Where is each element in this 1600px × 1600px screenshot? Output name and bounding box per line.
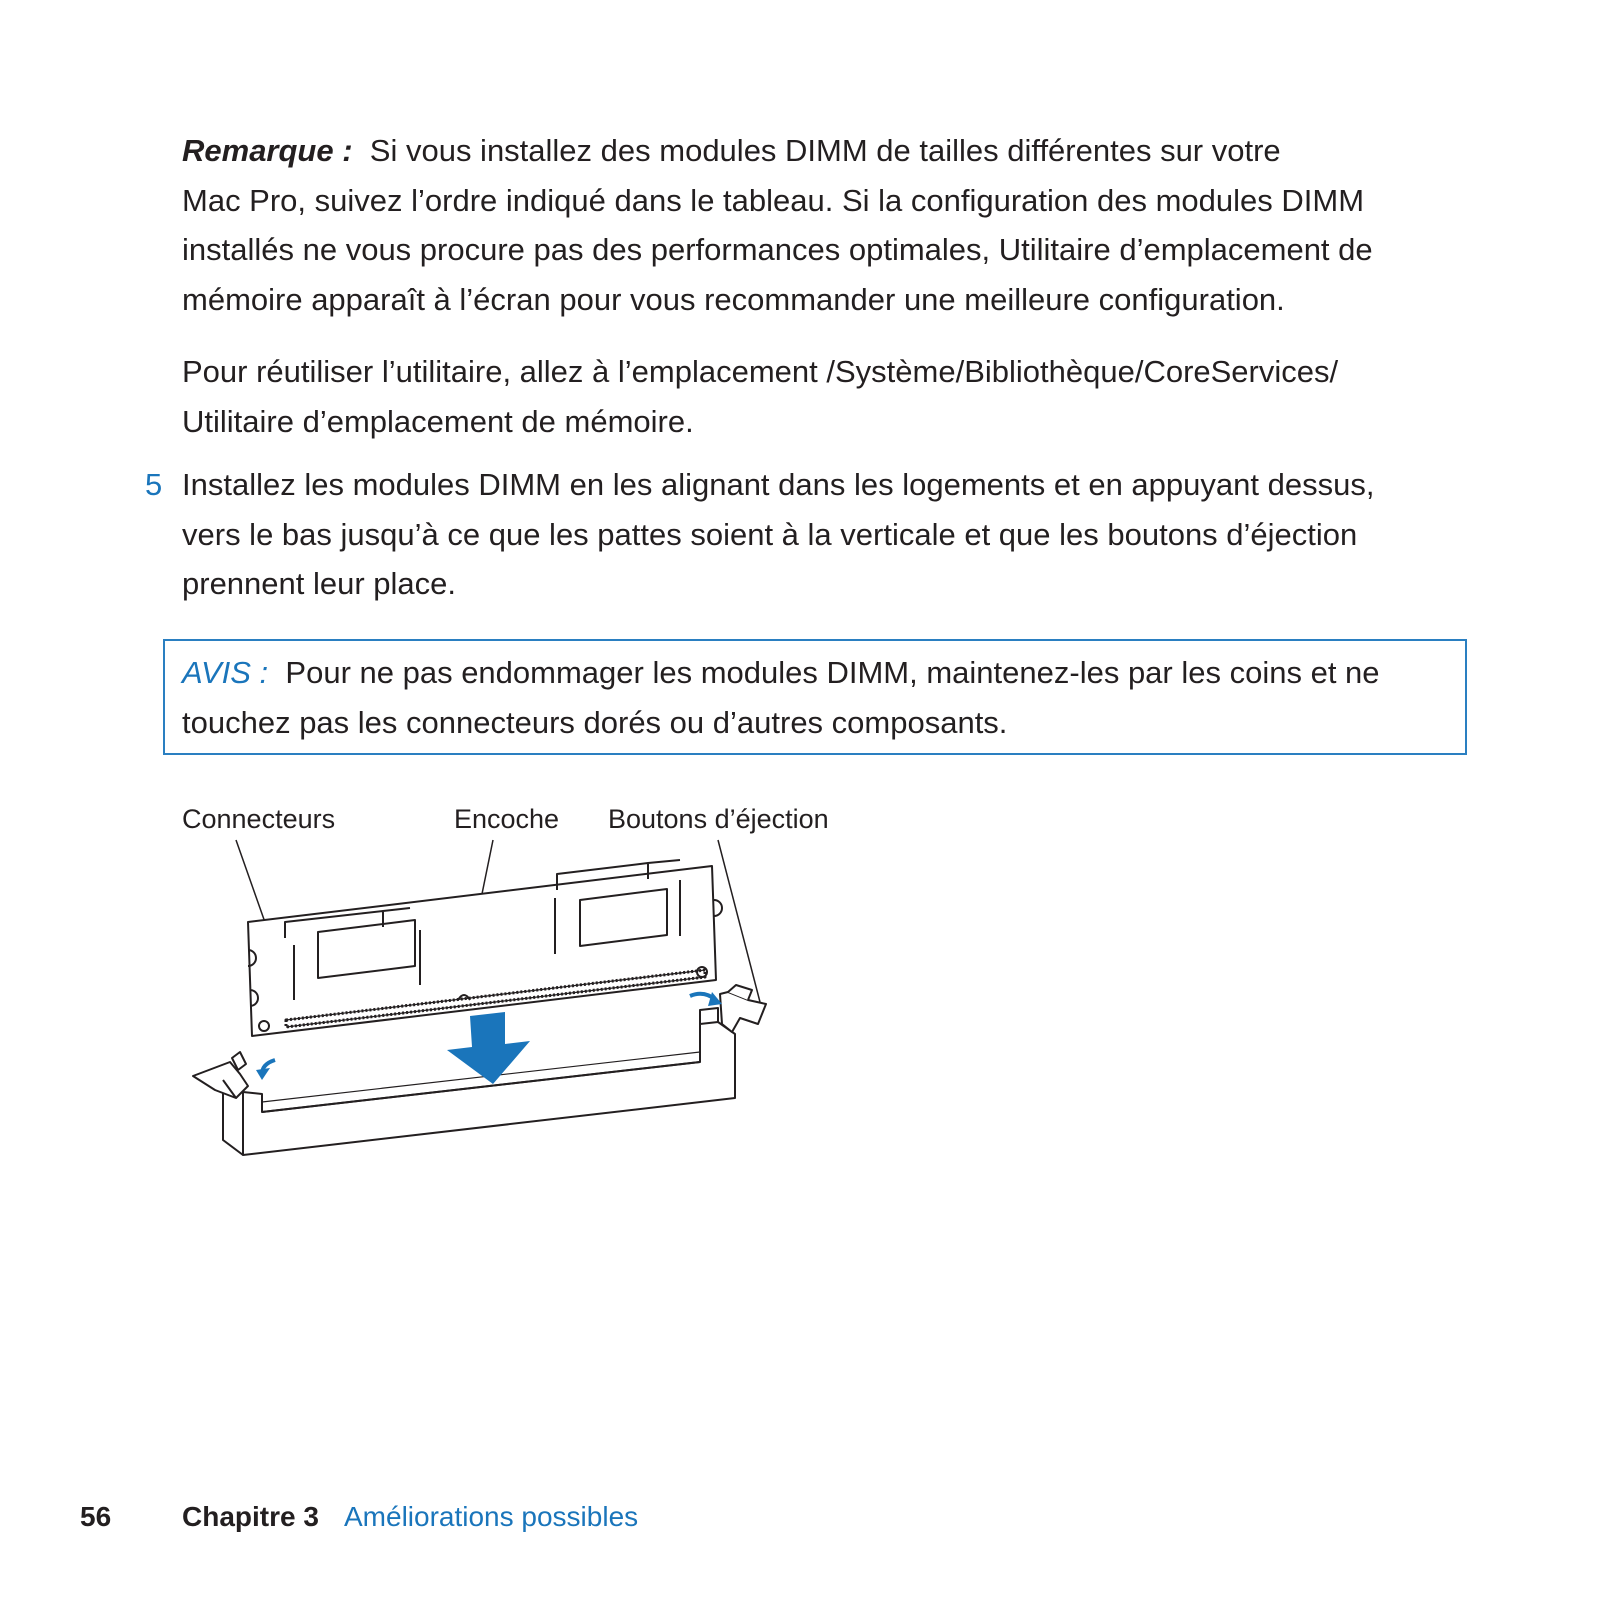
callout-notch: Encoche [454,804,560,834]
reuse-line-2: Utilitaire d’emplacement de mémoire. [182,403,694,439]
page-number: 56 [80,1501,112,1532]
chapter-title-link[interactable]: Améliorations possibles [344,1501,639,1532]
note-line-2: Mac Pro, suivez l’ordre indiqué dans le tableau. Si la configuration des modules DIMM [182,182,1365,218]
left-eject-arrowhead-icon [256,1068,270,1080]
step-line-1: Installez les modules DIMM en les alignant dans les logements et en appuyant dessus, [182,467,1375,502]
reuse-line-1: Pour réutiliser l’utilitaire, allez à l’emplacement /Système/Bibliothèque/CoreServices/ [182,354,1339,389]
notice-line-2: touchez pas les connecteurs dorés ou d’autres composants. [182,704,1008,740]
step-number: 5 [145,467,163,502]
dimm-module-shape [248,860,722,1036]
note-text-1: Si vous installez des modules DIMM de tailles différentes sur votre [369,133,1281,168]
note-label: Remarque : [182,133,353,168]
callout-connectors: Connecteurs [182,804,336,834]
chapter-label: Chapitre 3 [182,1501,319,1532]
step-line-3: prennent leur place. [182,566,457,602]
callout-eject-buttons: Boutons d’éjection [608,804,829,834]
note-line-4: mémoire apparaît à l’écran pour vous recommander une meilleure configuration. [182,281,1285,317]
notice-text-1: Pour ne pas endommager les modules DIMM, maintenez-les par les coins et ne [285,655,1380,690]
left-ejector-tab [193,1052,248,1098]
note-line-3: installés ne vous procure pas des performances optimales, Utilitaire d’emplacement de [182,232,1373,268]
notice-label: AVIS : [182,655,269,690]
right-ejector-tab [720,985,766,1032]
step-line-2: vers le bas jusqu’à ce que les pattes soient à la verticale et que les boutons d’éjection [182,516,1358,552]
leader-line-eject [718,840,760,1002]
